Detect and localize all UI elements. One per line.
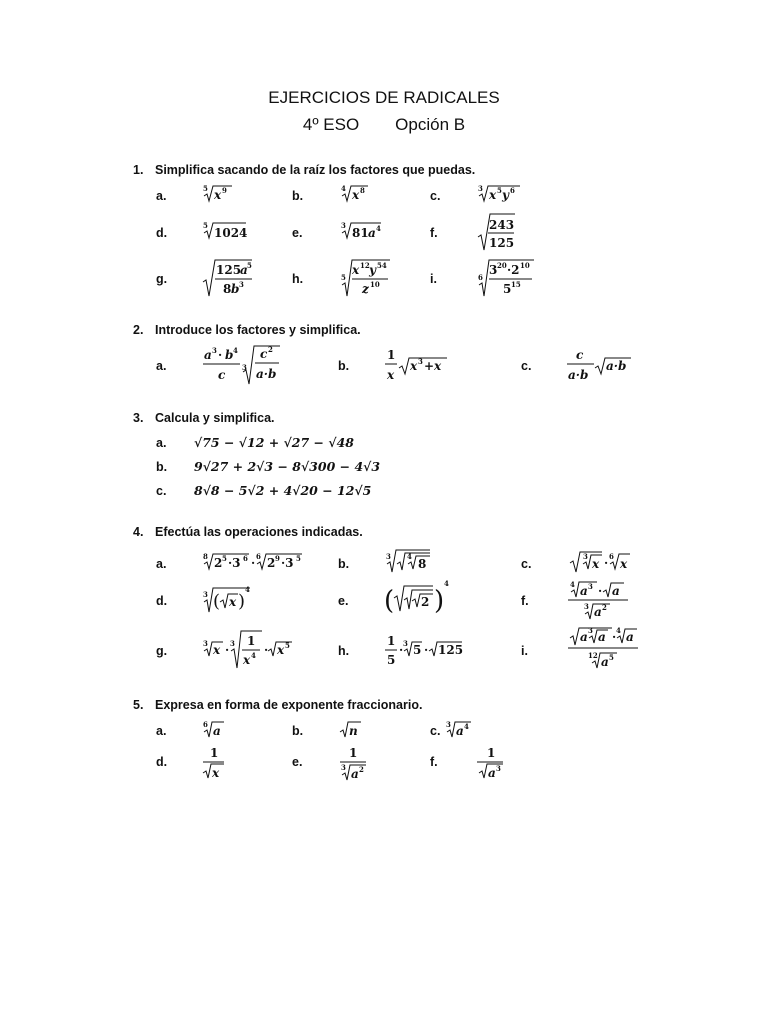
- svg-text:a: a: [601, 655, 609, 669]
- svg-text:8: 8: [360, 186, 365, 195]
- svg-text:x: x: [352, 263, 360, 277]
- svg-text:3: 3: [583, 552, 588, 561]
- svg-text:54: 54: [377, 261, 387, 270]
- svg-text:8: 8: [203, 552, 208, 561]
- q1-label-h: h.: [292, 272, 304, 286]
- q1-label-f: f.: [430, 226, 438, 240]
- q3-label-a: a.: [156, 436, 167, 450]
- svg-text:x: x: [352, 188, 360, 202]
- svg-text:a: a: [368, 226, 376, 240]
- q3-label-c: c.: [156, 484, 167, 498]
- svg-text:2: 2: [602, 603, 607, 612]
- svg-text:4: 4: [245, 585, 250, 594]
- svg-text:(: (: [384, 586, 395, 616]
- svg-text:a·b: a·b: [256, 367, 277, 381]
- q3c-expr: 8√8 − 5√2 + 4√20 − 12√5: [194, 483, 372, 498]
- svg-text:125: 125: [489, 236, 515, 250]
- svg-text:x: x: [212, 766, 220, 780]
- q3b-expr: 9√27 + 2√3 − 8√300 − 4√3: [194, 459, 381, 474]
- svg-text:5: 5: [285, 641, 290, 650]
- q4-label-e: e.: [338, 594, 349, 608]
- svg-text:·: ·: [612, 630, 617, 644]
- svg-text:a: a: [204, 348, 212, 362]
- svg-text:x: x: [620, 557, 628, 571]
- svg-text:5: 5: [413, 643, 422, 657]
- svg-text:x: x: [243, 653, 251, 667]
- subtitle-option: Opción B: [395, 115, 466, 134]
- q1-label-b: b.: [292, 189, 304, 203]
- svg-text:1: 1: [387, 634, 396, 648]
- question-4: 4. Efectúa las operaciones indicadas.: [133, 525, 363, 539]
- subtitle-level: 4º ESO: [302, 115, 360, 134]
- svg-text:5: 5: [497, 186, 502, 195]
- svg-text:9: 9: [275, 554, 280, 563]
- svg-text:2: 2: [359, 765, 364, 774]
- svg-text:8: 8: [418, 557, 427, 571]
- svg-text:5: 5: [296, 554, 301, 563]
- svg-text:a·b: a·b: [568, 368, 589, 382]
- svg-text:3: 3: [489, 263, 498, 277]
- svg-text:6: 6: [256, 552, 261, 561]
- svg-text:a: a: [612, 584, 620, 598]
- q2-label-b: b.: [338, 359, 350, 373]
- svg-text:y: y: [369, 263, 376, 277]
- svg-text:·: ·: [264, 643, 269, 657]
- svg-text:a: a: [580, 584, 588, 598]
- q5-label-e: e.: [292, 755, 303, 769]
- q5-label-f: f.: [430, 755, 438, 769]
- svg-text:c: c: [576, 348, 584, 362]
- svg-text:a: a: [351, 767, 359, 781]
- svg-text:): ): [434, 586, 445, 616]
- svg-text:9: 9: [222, 186, 227, 195]
- q5a-expr: [203, 720, 224, 738]
- svg-text:·3: ·3: [281, 556, 294, 570]
- svg-text:x: x: [489, 188, 497, 202]
- svg-text:3: 3: [588, 582, 593, 591]
- q4-label-g: g.: [156, 644, 168, 658]
- svg-text:5: 5: [341, 273, 346, 282]
- svg-text:3: 3: [446, 720, 451, 729]
- svg-text:·: ·: [218, 348, 223, 362]
- svg-text:4: 4: [616, 626, 621, 635]
- svg-text:b: b: [231, 282, 240, 296]
- q2-label-a: a.: [156, 359, 167, 373]
- q5-label-c: c.: [430, 724, 441, 738]
- svg-text:243: 243: [489, 218, 515, 232]
- q1-label-g: g.: [156, 272, 168, 286]
- svg-text:5: 5: [387, 653, 396, 667]
- svg-text:x: x: [434, 359, 442, 373]
- svg-text:4: 4: [376, 224, 381, 233]
- q5f-expr: [477, 746, 503, 780]
- svg-text:3: 3: [341, 763, 346, 772]
- q5-label-b: b.: [292, 724, 304, 738]
- svg-text:1: 1: [210, 746, 219, 760]
- svg-text:c: c: [218, 368, 226, 382]
- svg-text:20: 20: [497, 261, 507, 270]
- svg-text:4: 4: [464, 722, 469, 731]
- svg-text:1: 1: [487, 746, 496, 760]
- svg-text:x: x: [277, 643, 285, 657]
- svg-text:3: 3: [230, 639, 235, 648]
- svg-text:(: (: [213, 591, 221, 612]
- svg-text:n: n: [349, 724, 358, 738]
- svg-text:3: 3: [418, 357, 423, 366]
- svg-text:4: 4: [341, 184, 346, 193]
- svg-text:·: ·: [424, 643, 429, 657]
- svg-text:2: 2: [267, 556, 276, 570]
- svg-text:81: 81: [352, 226, 369, 240]
- svg-text:6: 6: [203, 720, 208, 729]
- svg-text:x: x: [213, 643, 221, 657]
- svg-text:a: a: [626, 630, 634, 644]
- svg-text:3: 3: [341, 221, 346, 230]
- q1-label-e: e.: [292, 226, 303, 240]
- q4-label-c: c.: [521, 557, 532, 571]
- svg-text:a: a: [580, 630, 588, 644]
- svg-text:4: 4: [233, 346, 238, 355]
- svg-text:·: ·: [225, 643, 230, 657]
- svg-text:·: ·: [598, 584, 603, 598]
- svg-text:3: 3: [203, 639, 208, 648]
- svg-text:2: 2: [214, 556, 223, 570]
- svg-text:a·b: a·b: [606, 359, 627, 373]
- svg-text:1024: 1024: [214, 226, 248, 240]
- svg-text:3: 3: [242, 363, 247, 372]
- svg-text:5: 5: [203, 221, 208, 230]
- svg-text:6: 6: [478, 273, 483, 282]
- svg-text:3: 3: [584, 602, 589, 611]
- svg-text:·: ·: [399, 643, 404, 657]
- svg-text:·: ·: [251, 556, 256, 570]
- svg-text:4: 4: [570, 580, 575, 589]
- q3-label-b: b.: [156, 460, 168, 474]
- svg-text:·2: ·2: [507, 263, 520, 277]
- svg-text:+: +: [424, 359, 435, 373]
- svg-text:): ): [238, 591, 246, 612]
- svg-text:125: 125: [216, 263, 242, 277]
- q1-label-i: i.: [430, 272, 437, 286]
- q4-label-i: i.: [521, 644, 528, 658]
- svg-text:3: 3: [588, 626, 593, 635]
- svg-text:5: 5: [503, 282, 512, 296]
- q1-label-c: c.: [430, 189, 441, 203]
- svg-text:4: 4: [407, 552, 412, 561]
- svg-text:125: 125: [438, 643, 464, 657]
- q1-label-a: a.: [156, 189, 167, 203]
- svg-text:3: 3: [203, 590, 208, 599]
- svg-text:10: 10: [370, 280, 380, 289]
- svg-text:·3: ·3: [228, 556, 241, 570]
- svg-text:x: x: [410, 359, 418, 373]
- svg-text:10: 10: [520, 261, 530, 270]
- svg-text:1: 1: [387, 348, 396, 362]
- q2-label-c: c.: [521, 359, 532, 373]
- svg-text:1: 1: [349, 746, 358, 760]
- q4-label-d: d.: [156, 594, 168, 608]
- svg-text:2: 2: [268, 345, 273, 354]
- svg-text:a: a: [598, 630, 606, 644]
- q3a-expr: √75 − √12 + √27 − √48: [194, 435, 354, 450]
- svg-text:3: 3: [403, 639, 408, 648]
- q5b-expr: [340, 722, 361, 738]
- svg-text:3: 3: [239, 280, 244, 289]
- svg-text:6: 6: [243, 554, 248, 563]
- svg-text:x: x: [387, 368, 395, 382]
- svg-text:4: 4: [251, 651, 256, 660]
- svg-text:3: 3: [386, 552, 391, 561]
- svg-text:c: c: [260, 347, 268, 361]
- svg-text:·: ·: [604, 556, 609, 570]
- svg-text:b: b: [225, 348, 234, 362]
- q5e-expr: [340, 746, 366, 781]
- q4-label-b: b.: [338, 557, 350, 571]
- svg-text:12: 12: [588, 651, 598, 660]
- question-1: 1. Simplifica sacando de la raíz los factores que puedas.: [133, 163, 476, 177]
- q4-label-h: h.: [338, 644, 350, 658]
- svg-text:5: 5: [203, 184, 208, 193]
- svg-text:4: 4: [444, 579, 449, 588]
- q4-label-f: f.: [521, 594, 529, 608]
- svg-text:a: a: [213, 724, 221, 738]
- q5d-expr: [203, 746, 224, 780]
- svg-text:x: x: [214, 188, 222, 202]
- svg-text:3: 3: [212, 346, 217, 355]
- q5-label-d: d.: [156, 755, 168, 769]
- svg-text:3: 3: [496, 764, 501, 773]
- question-3: 3. Calcula y simplifica.: [133, 411, 275, 425]
- q4-label-a: a.: [156, 557, 167, 571]
- q5-label-a: a.: [156, 724, 167, 738]
- svg-text:a: a: [456, 724, 464, 738]
- svg-text:1: 1: [247, 634, 256, 648]
- question-5: 5. Expresa en forma de exponente fraccionario.: [133, 698, 423, 712]
- svg-text:5: 5: [222, 554, 227, 563]
- svg-text:x: x: [592, 557, 600, 571]
- svg-text:6: 6: [510, 186, 515, 195]
- q5c-expr: [446, 720, 471, 738]
- svg-text:z: z: [362, 282, 369, 296]
- svg-text:a: a: [594, 605, 602, 619]
- question-2: 2. Introduce los factores y simplifica.: [133, 323, 361, 337]
- svg-text:x: x: [229, 595, 237, 609]
- q1-label-d: d.: [156, 226, 168, 240]
- svg-text:2: 2: [421, 595, 430, 609]
- svg-text:a: a: [240, 263, 248, 277]
- svg-text:y: y: [502, 188, 509, 202]
- svg-text:a: a: [488, 766, 496, 780]
- page-title: EJERCICIOS DE RADICALES: [268, 88, 500, 107]
- svg-text:12: 12: [360, 261, 370, 270]
- svg-text:3: 3: [478, 184, 483, 193]
- svg-text:15: 15: [511, 280, 521, 289]
- svg-text:8: 8: [223, 282, 232, 296]
- svg-text:5: 5: [247, 261, 252, 270]
- svg-text:6: 6: [609, 552, 614, 561]
- svg-text:5: 5: [609, 653, 614, 662]
